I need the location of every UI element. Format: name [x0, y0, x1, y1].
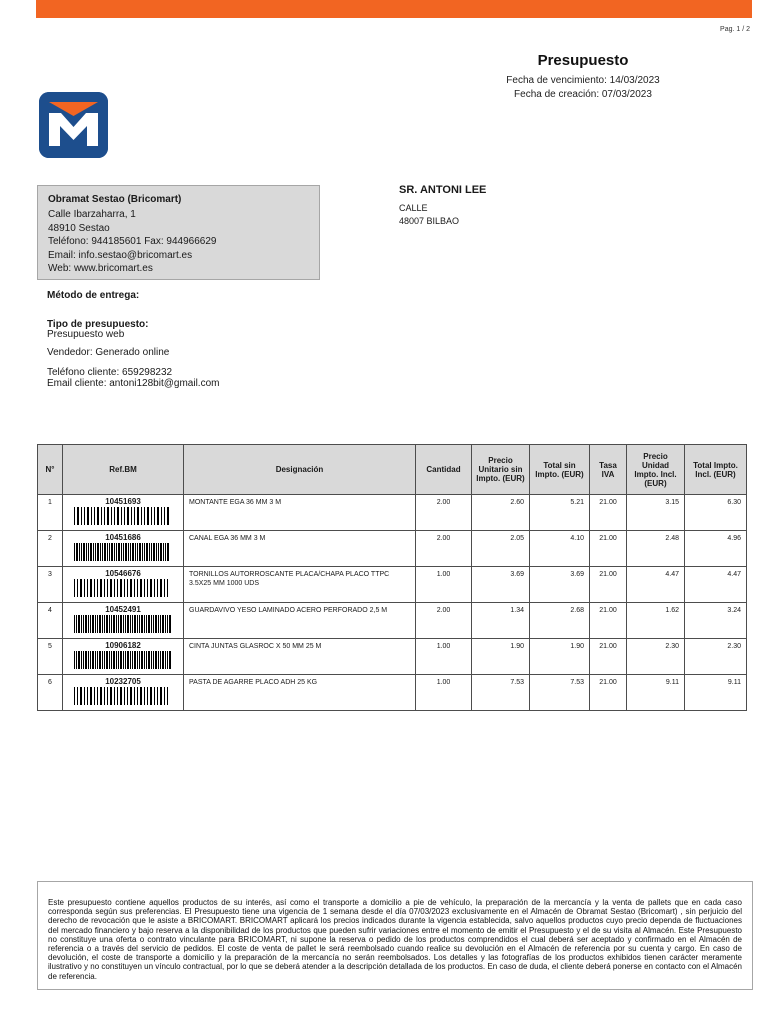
store-address: Calle Ibarzaharra, 1 — [48, 209, 136, 220]
row-vat: 21.00 — [590, 531, 627, 567]
row-unit-price: 2.60 — [472, 495, 530, 531]
row-unit-price: 1.90 — [472, 639, 530, 675]
table-header-row — [38, 445, 747, 495]
row-ref — [63, 675, 184, 711]
row-unit-price-incl: 2.48 — [627, 531, 685, 567]
barcode-icon — [74, 543, 172, 561]
store-phone: Teléfono: 944185601 Fax: 944966629 — [48, 236, 217, 247]
quote-type-label: Tipo de presupuesto: — [47, 319, 149, 330]
row-quantity: 1.00 — [416, 675, 472, 711]
row-ref — [63, 639, 184, 675]
row-total-incl: 9.11 — [685, 675, 747, 711]
store-info-box — [37, 185, 320, 280]
store-name: Obramat Sestao (Bricomart) — [48, 194, 182, 205]
row-total: 7.53 — [530, 675, 590, 711]
row-unit-price: 2.05 — [472, 531, 530, 567]
row-unit-price-incl: 1.62 — [627, 603, 685, 639]
row-vat: 21.00 — [590, 603, 627, 639]
row-total: 1.90 — [530, 639, 590, 675]
table-row — [38, 531, 747, 567]
row-total-incl: 2.30 — [685, 639, 747, 675]
row-total: 4.10 — [530, 531, 590, 567]
delivery-method-label: Método de entrega: — [47, 290, 140, 301]
row-total: 5.21 — [530, 495, 590, 531]
quote-type-value: Presupuesto web — [47, 329, 125, 340]
col-header-unit-price-incl: Precio Unidad Impto. Incl. (EUR) — [627, 445, 685, 495]
terms-text: Este presupuesto contiene aquellos productos de su interés, así como el transporte a domicilio a pie de vehículo, la preparación de la mercancía y la venta de pallets que en cada caso corresponda según sus preferencias. El Presupuesto tiene una vigencia de 1 semana desde el día 07/03/2023 exclusivamente en el Almacén de Obramat Sestao (Bricomart) , sin perjuicio del derecho de revocación que le asiste a BRICOMART. BRICOMART aplicará los precios indicados durante la vigencia establecida, salvo aquellos productos cuyo precio dependa de fluctuaciones del mercado financiero y bajo reserva a la disponibilidad de los productos que pueden sufrir variaciones entre el momento de emitir el Presupuesto y el de su visita al Almacén. Este Presupuesto no constituye una oferta o contrato vinculante para BRICOMART, ni supone la reserva o pedido de los productos comprendidos el cual deberá ser aceptado y confirmado en el Almacén de referencia o a través del servicio de pedidos. El coste de venta de pallet le será reembolsado cuando realice su devolución en el Almacén de referencia por su cuenta y cargo. En caso de devolución, el coste de transporte a domicilio y la preparación de la mercancía no serán reembolsados. Los detalles y las fotografías de los productos exhibidos tienen carácter meramente ilustrativo y no constituyen un vínculo contractual, por lo que se deberá atender a la descripción detallada de los productos. En caso de duda, el cliente deberá ponerse en contacto con el Almacén de referencia. — [48, 898, 742, 981]
client-email: Email cliente: antoni128bit@gmail.com — [47, 378, 220, 389]
row-total: 3.69 — [530, 567, 590, 603]
row-vat: 21.00 — [590, 639, 627, 675]
barcode-icon — [74, 615, 172, 633]
row-quantity: 1.00 — [416, 567, 472, 603]
row-unit-price: 7.53 — [472, 675, 530, 711]
seller: Vendedor: Generado online — [47, 347, 170, 358]
row-number: 1 — [38, 495, 63, 531]
row-unit-price-incl: 4.47 — [627, 567, 685, 603]
page-number: Pag. 1 / 2 — [720, 26, 750, 33]
row-designation: MONTANTE EGA 36 MM 3 M — [184, 495, 416, 531]
row-unit-price-incl: 3.15 — [627, 495, 685, 531]
col-header-quantity: Cantidad — [416, 445, 472, 495]
brand-top-bar — [36, 0, 752, 18]
client-street: CALLE — [399, 203, 428, 213]
row-ref — [63, 567, 184, 603]
col-header-ref: Ref.BM — [63, 445, 184, 495]
col-header-unit-price: Precio Unitario sin Impto. (EUR) — [472, 445, 530, 495]
barcode-icon — [74, 687, 172, 705]
row-vat: 21.00 — [590, 675, 627, 711]
row-unit-price-incl: 9.11 — [627, 675, 685, 711]
row-unit-price: 1.34 — [472, 603, 530, 639]
row-number: 5 — [38, 639, 63, 675]
items-table — [37, 444, 747, 711]
document-title: Presupuesto — [537, 52, 629, 69]
row-total-incl: 4.47 — [685, 567, 747, 603]
row-quantity: 2.00 — [416, 495, 472, 531]
row-quantity: 2.00 — [416, 603, 472, 639]
row-number: 4 — [38, 603, 63, 639]
barcode-icon — [74, 651, 172, 669]
row-total-incl: 4.96 — [685, 531, 747, 567]
client-name: SR. ANTONI LEE — [399, 184, 487, 196]
row-total: 2.68 — [530, 603, 590, 639]
ref-code: 10451686 — [105, 533, 141, 542]
col-header-total: Total sin Impto. (EUR) — [530, 445, 590, 495]
row-designation: GUARDAVIVO YESO LAMINADO ACERO PERFORADO 2,5 M — [184, 603, 416, 639]
barcode-icon — [74, 579, 172, 597]
store-city: 48910 Sestao — [48, 222, 110, 234]
row-number: 6 — [38, 675, 63, 711]
row-number: 3 — [38, 567, 63, 603]
row-designation: CINTA JUNTAS GLASROC X 50 MM 25 M — [184, 639, 416, 675]
ref-code: 10451693 — [105, 497, 141, 506]
client-phone: Teléfono cliente: 659298232 — [47, 367, 173, 378]
table-row — [38, 567, 747, 603]
table-row — [38, 675, 747, 711]
col-header-total-incl: Total Impto. Incl. (EUR) — [685, 445, 747, 495]
col-header-number: N° — [38, 445, 63, 495]
row-total-incl: 3.24 — [685, 603, 747, 639]
client-city: 48007 BILBAO — [399, 216, 460, 226]
ref-code: 10232705 — [105, 677, 141, 686]
store-email: Email: info.sestao@bricomart.es — [48, 249, 193, 261]
row-designation: PASTA DE AGARRE PLACO ADH 25 KG — [184, 675, 416, 711]
row-ref — [63, 495, 184, 531]
col-header-vat: Tasa IVA — [590, 445, 627, 495]
row-quantity: 1.00 — [416, 639, 472, 675]
row-ref — [63, 603, 184, 639]
row-total-incl: 6.30 — [685, 495, 747, 531]
row-number: 2 — [38, 531, 63, 567]
barcode-icon — [74, 507, 172, 525]
table-row — [38, 603, 747, 639]
row-quantity: 2.00 — [416, 531, 472, 567]
bricomart-logo — [39, 92, 108, 158]
row-unit-price-incl: 2.30 — [627, 639, 685, 675]
row-designation: CANAL EGA 36 MM 3 M — [184, 531, 416, 567]
row-vat: 21.00 — [590, 495, 627, 531]
table-row — [38, 495, 747, 531]
store-web: Web: www.bricomart.es — [48, 263, 153, 274]
ref-code: 10906182 — [105, 641, 141, 650]
row-unit-price: 3.69 — [472, 567, 530, 603]
due-date: Fecha de vencimiento: 14/03/2023 — [506, 75, 660, 86]
ref-code: 10546676 — [105, 569, 141, 578]
table-row — [38, 639, 747, 675]
row-vat: 21.00 — [590, 567, 627, 603]
creation-date: Fecha de creación: 07/03/2023 — [514, 89, 652, 100]
row-ref — [63, 531, 184, 567]
row-designation: TORNILLOS AUTORROSCANTE PLACA/CHAPA PLACO TTPC 3.5X25 MM 1000 UDS — [184, 567, 416, 603]
col-header-designation: Designación — [184, 445, 416, 495]
terms-box — [37, 881, 753, 990]
ref-code: 10452491 — [105, 605, 141, 614]
